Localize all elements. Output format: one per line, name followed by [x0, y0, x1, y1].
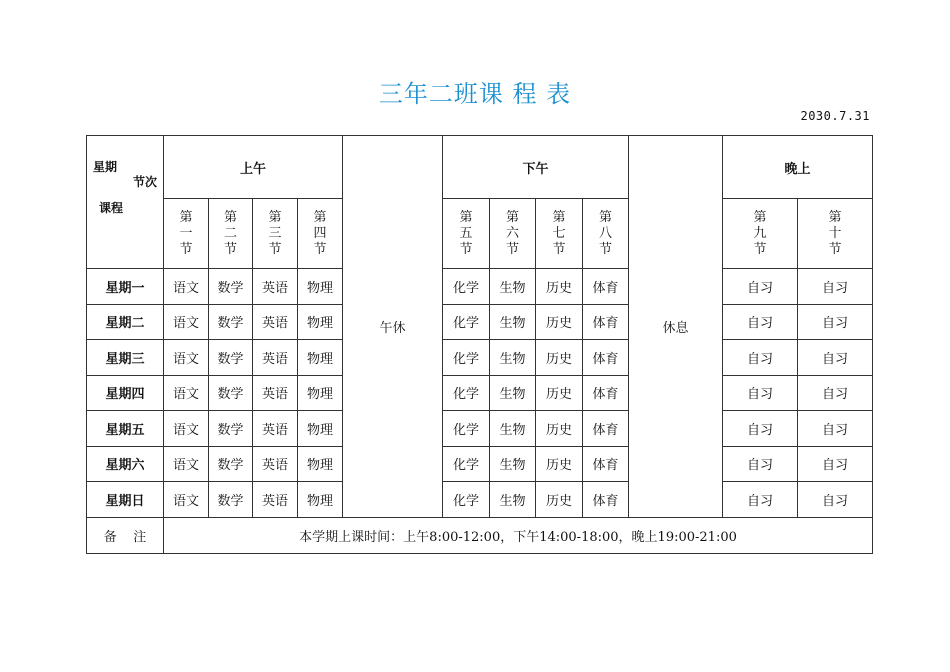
note-text: 本学期上课时间：上午8:00-12:00，下午14:00-18:00，晚上19:00-21:00	[164, 517, 873, 553]
group-header-row	[87, 136, 873, 199]
class-cell: 化学	[443, 304, 490, 340]
class-cell: 自习	[723, 269, 798, 305]
page-title: 三年二班课 程 表	[378, 80, 572, 108]
class-cell: 生物	[490, 304, 536, 340]
class-cell: 语文	[164, 340, 209, 376]
period-header-row	[87, 199, 873, 269]
class-cell: 历史	[536, 340, 583, 376]
period-char: 第	[313, 209, 327, 225]
class-cell: 物理	[298, 340, 343, 376]
class-cell: 自习	[723, 411, 798, 447]
group-evening: 晚上	[723, 136, 873, 199]
class-cell: 化学	[443, 269, 490, 305]
day-label: 星期一	[87, 269, 164, 305]
table-row	[87, 340, 873, 376]
day-label: 星期日	[87, 482, 164, 518]
class-cell: 生物	[490, 482, 536, 518]
period-header-8	[583, 199, 629, 269]
period-char: 四	[313, 225, 327, 241]
class-cell: 英语	[253, 269, 298, 305]
class-cell: 历史	[536, 269, 583, 305]
class-cell: 物理	[298, 304, 343, 340]
period-header-9	[723, 199, 798, 269]
period-char: 九	[753, 225, 767, 241]
class-cell: 语文	[164, 411, 209, 447]
class-cell: 物理	[298, 269, 343, 305]
class-cell: 自习	[723, 304, 798, 340]
table-row	[87, 411, 873, 447]
period-char: 节	[313, 241, 327, 257]
class-cell: 英语	[253, 411, 298, 447]
period-char: 第	[459, 209, 473, 225]
class-cell: 自习	[798, 304, 873, 340]
class-cell: 数学	[209, 446, 253, 482]
day-label: 星期六	[87, 446, 164, 482]
class-cell: 历史	[536, 411, 583, 447]
period-char: 第	[179, 209, 193, 225]
table-row	[87, 269, 873, 305]
class-cell: 化学	[443, 411, 490, 447]
class-cell: 自习	[798, 340, 873, 376]
period-char: 节	[828, 241, 842, 257]
period-header-7	[536, 199, 583, 269]
period-header-6	[490, 199, 536, 269]
class-cell: 物理	[298, 482, 343, 518]
period-char: 第	[552, 209, 566, 225]
period-char: 节	[223, 241, 237, 257]
period-header-3	[253, 199, 298, 269]
table-row	[87, 482, 873, 518]
day-label: 星期五	[87, 411, 164, 447]
period-char: 八	[599, 225, 613, 241]
class-cell: 化学	[443, 340, 490, 376]
class-cell: 数学	[209, 375, 253, 411]
class-cell: 英语	[253, 446, 298, 482]
class-cell: 自习	[798, 411, 873, 447]
period-char: 节	[753, 241, 767, 257]
period-char: 七	[552, 225, 566, 241]
class-cell: 历史	[536, 375, 583, 411]
period-char: 节	[552, 241, 566, 257]
class-cell: 体育	[583, 340, 629, 376]
period-header-10	[798, 199, 873, 269]
corner-weekday-label: 星期	[93, 160, 118, 174]
class-cell: 体育	[583, 446, 629, 482]
break-dinner: 休息	[629, 136, 723, 518]
class-cell: 历史	[536, 482, 583, 518]
period-char: 第	[268, 209, 282, 225]
class-cell: 语文	[164, 304, 209, 340]
class-cell: 英语	[253, 340, 298, 376]
period-char: 十	[828, 225, 842, 241]
period-char: 节	[506, 241, 520, 257]
class-cell: 物理	[298, 411, 343, 447]
note-label: 备 注	[87, 517, 164, 553]
class-cell: 数学	[209, 482, 253, 518]
day-label: 星期三	[87, 340, 164, 376]
class-cell: 历史	[536, 446, 583, 482]
class-cell: 生物	[490, 340, 536, 376]
class-cell: 自习	[798, 446, 873, 482]
class-cell: 体育	[583, 375, 629, 411]
note-row	[87, 517, 873, 553]
period-header-2	[209, 199, 253, 269]
day-label: 星期四	[87, 375, 164, 411]
class-cell: 英语	[253, 375, 298, 411]
class-cell: 化学	[443, 482, 490, 518]
class-cell: 体育	[583, 269, 629, 305]
class-cell: 数学	[209, 269, 253, 305]
period-char: 节	[459, 241, 473, 257]
period-header-4	[298, 199, 343, 269]
group-morning: 上午	[164, 136, 343, 199]
period-char: 第	[599, 209, 613, 225]
period-char: 第	[223, 209, 237, 225]
schedule-table	[86, 135, 873, 554]
period-char: 六	[506, 225, 520, 241]
class-cell: 物理	[298, 375, 343, 411]
class-cell: 体育	[583, 411, 629, 447]
class-cell: 数学	[209, 411, 253, 447]
class-cell: 数学	[209, 340, 253, 376]
date-label: 2030.7.31	[800, 109, 870, 123]
class-cell: 化学	[443, 375, 490, 411]
period-char: 节	[179, 241, 193, 257]
period-header-1	[164, 199, 209, 269]
class-cell: 生物	[490, 411, 536, 447]
period-char: 五	[459, 225, 473, 241]
class-cell: 语文	[164, 446, 209, 482]
class-cell: 英语	[253, 482, 298, 518]
table-row	[87, 375, 873, 411]
period-char: 第	[506, 209, 520, 225]
corner-course-label: 课程	[99, 201, 124, 215]
period-char: 一	[179, 225, 193, 241]
class-cell: 语文	[164, 375, 209, 411]
class-cell: 自习	[723, 340, 798, 376]
class-cell: 生物	[490, 269, 536, 305]
day-label: 星期二	[87, 304, 164, 340]
class-cell: 自习	[723, 446, 798, 482]
table-row	[87, 446, 873, 482]
break-noon: 午休	[343, 136, 443, 518]
period-char: 节	[599, 241, 613, 257]
period-header-5	[443, 199, 490, 269]
corner-cell	[87, 136, 164, 269]
class-cell: 自习	[723, 482, 798, 518]
period-char: 三	[268, 225, 282, 241]
class-cell: 体育	[583, 482, 629, 518]
group-afternoon: 下午	[443, 136, 629, 199]
class-cell: 体育	[583, 304, 629, 340]
corner-period-label: 节次	[133, 175, 158, 189]
period-char: 二	[223, 225, 237, 241]
table-row	[87, 304, 873, 340]
class-cell: 自习	[798, 269, 873, 305]
class-cell: 语文	[164, 269, 209, 305]
class-cell: 英语	[253, 304, 298, 340]
period-char: 第	[753, 209, 767, 225]
class-cell: 自习	[723, 375, 798, 411]
class-cell: 物理	[298, 446, 343, 482]
class-cell: 历史	[536, 304, 583, 340]
class-cell: 语文	[164, 482, 209, 518]
class-cell: 生物	[490, 446, 536, 482]
period-char: 第	[828, 209, 842, 225]
class-cell: 生物	[490, 375, 536, 411]
class-cell: 化学	[443, 446, 490, 482]
class-cell: 数学	[209, 304, 253, 340]
class-cell: 自习	[798, 482, 873, 518]
period-char: 节	[268, 241, 282, 257]
class-cell: 自习	[798, 375, 873, 411]
